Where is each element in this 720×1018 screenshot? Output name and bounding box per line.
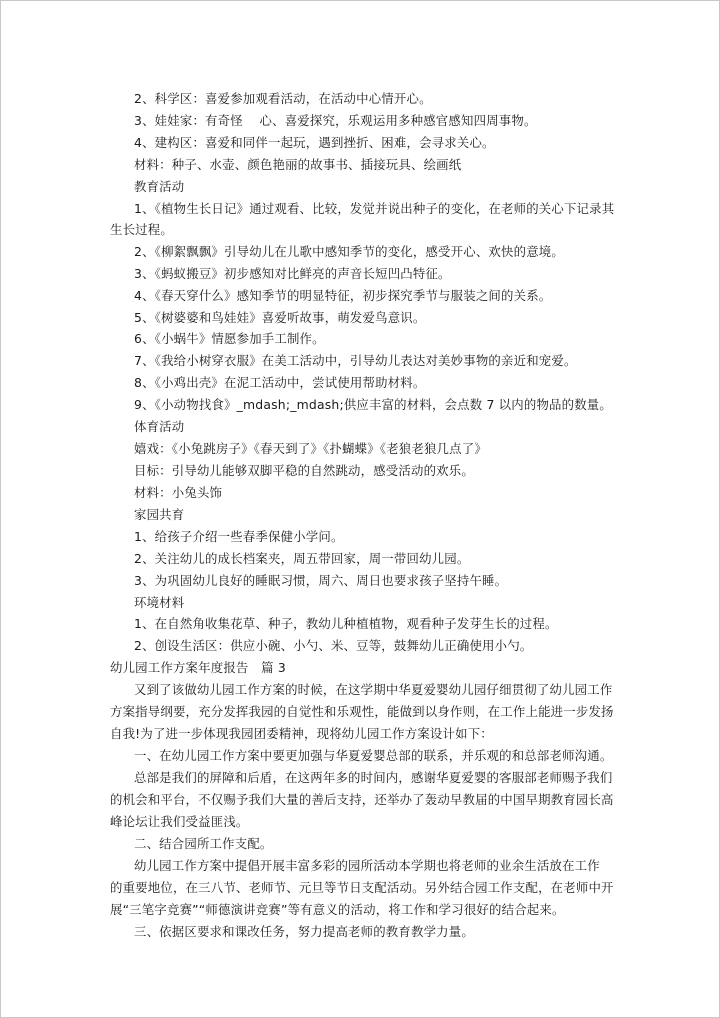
home-item: 3、为巩固幼儿良好的睡眠习惯，周六、周日也要求孩子坚持午睡。 (134, 573, 508, 588)
education-item: 8、《小鸡出壳》在泥工活动中，尝试使用帮助材料。 (134, 375, 426, 390)
sports-goal-line: 目标：引导幼儿能够双脚平稳的自然跳动，感受活动的欢乐。 (134, 463, 474, 478)
activity-area-item: 2、科学区：喜爱参加观看活动，在活动中心情开心。 (134, 91, 432, 106)
education-item: 7、《我给小树穿衣服》在美工活动中，引导幼儿表达对美妙事物的亲近和宠爱。 (134, 353, 577, 368)
report-paragraph-line: 的机会和平台，不仅赐予我们大量的善后支持，还举办了轰动早教届的中国早期教育园长高 (110, 792, 614, 807)
home-heading: 家园共育 (134, 507, 185, 522)
area-materials-line: 材料：种子、水壶、颜色艳丽的故事书、插接玩具、绘画纸 (134, 157, 462, 172)
report-paragraph-line: 展“三笔字竞赛”“师德演讲竞赛”等有意义的活动，将工作和学习很好的结合起来。 (110, 902, 565, 917)
report-point-heading: 一、在幼儿园工作方案中要更加强与华夏爱婴总部的联系，并乐观的和总部老师沟通。 (134, 748, 613, 763)
education-item: 4、《春天穿什么》感知季节的明显特征，初步探究季节与服装之间的关系。 (134, 288, 552, 303)
environment-item: 2、创设生活区：供应小碗、小勺、米、豆等，鼓舞幼儿正确使用小勺。 (134, 638, 533, 653)
sports-games-line: 嬉戏：《小兔跳房子》《春天到了》《扑蝴蝶》《老狼老狼几点了》 (134, 441, 487, 456)
environment-heading: 环境材料 (134, 595, 185, 610)
report-paragraph-line: 幼儿园工作方案中提倡开展丰富多彩的园所活动本学期也将老师的业余生活放在工作 (134, 858, 600, 873)
education-item: 6、《小蜗牛》情愿参加手工制作。 (134, 331, 325, 346)
education-item-continuation: 生长过程。 (110, 222, 173, 237)
sports-materials-line: 材料：小兔头饰 (134, 485, 223, 500)
sports-heading: 体育活动 (134, 419, 185, 434)
activity-area-item: 4、建构区：喜爱和同伴一起玩，遇到挫折、困难，会寻求关心。 (134, 135, 495, 150)
report-paragraph-line: 方案指导纲要，充分发挥我园的自觉性和乐观性，能做到以身作则，在工作上能进一步发扬 (110, 704, 614, 719)
environment-item: 1、在自然角收集花草、种子，教幼儿种植植物，观看种子发芽生长的过程。 (134, 616, 558, 631)
home-item: 1、给孩子介绍一些春季保健小学问。 (134, 529, 344, 544)
activity-area-item: 3、娃娃家：有奇怪 心、喜爱探究，乐观运用多种感官感知四周事物。 (134, 113, 537, 128)
education-item: 3、《蚂蚁搬豆》初步感知对比鲜亮的声音长短凹凸特征。 (134, 266, 451, 281)
home-item: 2、关注幼儿的成长档案夹，周五带回家，周一带回幼儿园。 (134, 551, 470, 566)
report-paragraph-line: 的重要地位，在三八节、老师节、元旦等节日支配活动。另外结合园工作支配，在老师中开 (110, 880, 614, 895)
report-paragraph-line: 自我!为了进一步体现我园团委精神，现将幼儿园工作方案设计如下： (110, 726, 493, 741)
report-point-heading: 三、依据区要求和课改任务，努力提高老师的教育教学力量。 (134, 924, 474, 939)
education-item: 1、《植物生长日记》通过观看、比较，发觉并说出种子的变化，在老师的关心下记录其 (134, 201, 615, 216)
report-paragraph-line: 峰论坛让我们受益匪浅。 (110, 814, 249, 829)
report-paragraph-line: 总部是我们的屏障和后盾，在这两年多的时间内，感谢华夏爱婴的客服部老师赐予我们 (134, 770, 613, 785)
report-paragraph-line: 又到了该做幼儿园工作方案的时候，在这学期中华夏爱婴幼儿园仔细贯彻了幼儿园工作 (134, 682, 613, 697)
education-item: 2、《柳絮飘飘》引导幼儿在儿歌中感知季节的变化，感受开心、欢快的意境。 (134, 244, 564, 259)
report-title: 幼儿园工作方案年度报告 篇 3 (110, 660, 286, 675)
education-item: 5、《树婆婆和鸟娃娃》喜爱听故事，萌发爱鸟意识。 (134, 310, 426, 325)
education-heading: 教育活动 (134, 179, 185, 194)
report-point-heading: 二、结合园所工作支配。 (134, 836, 273, 851)
education-item: 9、《小动物找食》_mdash;_mdash;供应丰富的材料，会点数 7 以内的物品的数量。 (134, 397, 612, 412)
